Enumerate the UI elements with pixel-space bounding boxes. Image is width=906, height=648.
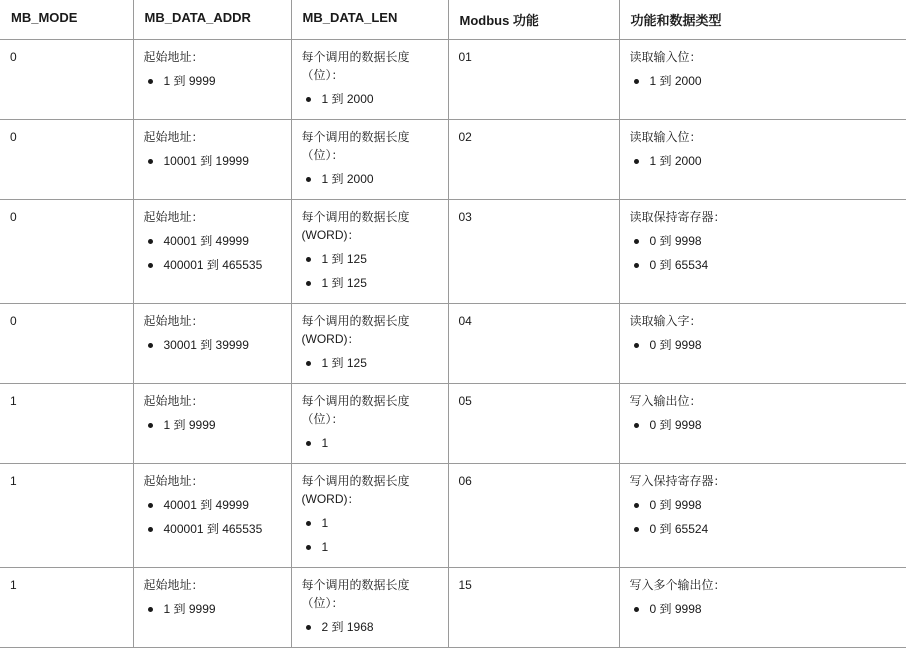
type-cell-label: 写入保持寄存器： xyxy=(629,473,726,488)
header-mb-mode: MB_MODE xyxy=(0,0,133,39)
len-cell-label: 每个调用的数据长度（位）： xyxy=(301,393,410,426)
list-item: 1 到 2000 xyxy=(302,90,440,108)
len-cell xyxy=(291,303,448,383)
header-row xyxy=(0,0,906,39)
type-cell-list xyxy=(630,416,898,434)
list-item: 1 到 9999 xyxy=(144,72,283,90)
list-item: 1 到 9999 xyxy=(144,600,283,618)
header-mb-data-addr: MB_DATA_ADDR xyxy=(133,0,291,39)
len-cell xyxy=(291,39,448,119)
addr-cell-label: 起始地址： xyxy=(143,209,204,224)
list-item: 400001 到 465535 xyxy=(144,256,283,274)
len-cell xyxy=(291,383,448,463)
function-code-cell xyxy=(448,463,619,567)
table-row xyxy=(0,39,906,119)
mode-cell xyxy=(0,567,133,647)
addr-cell-label: 起始地址： xyxy=(143,313,204,328)
function-code-cell xyxy=(448,567,619,647)
function-code-cell xyxy=(448,199,619,303)
function-code-cell-value: 15 xyxy=(458,577,472,592)
function-code-cell xyxy=(448,39,619,119)
table-row xyxy=(0,199,906,303)
mode-cell-value: 0 xyxy=(10,313,17,328)
mode-cell-value: 1 xyxy=(10,577,17,592)
type-cell-list xyxy=(630,232,898,274)
addr-cell-list xyxy=(144,416,283,434)
table-row xyxy=(0,119,906,199)
addr-cell-label: 起始地址： xyxy=(143,473,204,488)
type-cell xyxy=(619,303,906,383)
list-item: 0 到 9998 xyxy=(630,496,898,514)
list-item: 400001 到 465535 xyxy=(144,520,283,538)
type-cell-list xyxy=(630,496,898,538)
type-cell xyxy=(619,567,906,647)
list-item: 1 到 2000 xyxy=(630,72,898,90)
list-item: 1 xyxy=(302,514,440,532)
mode-cell xyxy=(0,303,133,383)
list-item: 0 到 65524 xyxy=(630,520,898,538)
function-code-cell xyxy=(448,119,619,199)
addr-cell-list xyxy=(144,152,283,170)
addr-cell-label: 起始地址： xyxy=(143,577,204,592)
len-cell xyxy=(291,463,448,567)
addr-cell-list xyxy=(144,232,283,274)
len-cell xyxy=(291,199,448,303)
type-cell-label: 写入多个输出位： xyxy=(629,577,726,592)
addr-cell-label: 起始地址： xyxy=(143,49,204,64)
len-cell-label: 每个调用的数据长度 (WORD)： xyxy=(301,473,410,506)
len-cell-list xyxy=(302,354,440,372)
addr-cell-list xyxy=(144,72,283,90)
addr-cell xyxy=(133,567,291,647)
len-cell-list xyxy=(302,250,440,292)
type-cell xyxy=(619,383,906,463)
mode-cell xyxy=(0,463,133,567)
type-cell-label: 写入输出位： xyxy=(629,393,702,408)
type-cell xyxy=(619,39,906,119)
type-cell-label: 读取输入位： xyxy=(629,49,702,64)
mode-cell-value: 0 xyxy=(10,49,17,64)
list-item: 40001 到 49999 xyxy=(144,232,283,250)
header-function-data-type: 功能和数据类型 xyxy=(619,0,906,39)
function-code-cell xyxy=(448,303,619,383)
function-code-cell-value: 06 xyxy=(458,473,472,488)
len-cell xyxy=(291,119,448,199)
mode-cell xyxy=(0,199,133,303)
function-code-cell-value: 04 xyxy=(458,313,472,328)
function-code-cell xyxy=(448,383,619,463)
mode-cell-value: 0 xyxy=(10,129,17,144)
list-item: 1 到 2000 xyxy=(302,170,440,188)
addr-cell xyxy=(133,119,291,199)
addr-cell-label: 起始地址： xyxy=(143,393,204,408)
list-item: 1 到 9999 xyxy=(144,416,283,434)
type-cell xyxy=(619,199,906,303)
len-cell xyxy=(291,567,448,647)
addr-cell xyxy=(133,303,291,383)
type-cell xyxy=(619,119,906,199)
type-cell-list xyxy=(630,336,898,354)
table-row xyxy=(0,567,906,647)
len-cell-label: 每个调用的数据长度（位）： xyxy=(301,577,410,610)
type-cell-label: 读取输入位： xyxy=(629,129,702,144)
type-cell-label: 读取保持寄存器： xyxy=(629,209,726,224)
list-item: 2 到 1968 xyxy=(302,618,440,636)
list-item: 0 到 9998 xyxy=(630,336,898,354)
list-item: 1 xyxy=(302,538,440,556)
list-item: 10001 到 19999 xyxy=(144,152,283,170)
list-item: 1 到 125 xyxy=(302,354,440,372)
list-item: 30001 到 39999 xyxy=(144,336,283,354)
list-item: 1 到 2000 xyxy=(630,152,898,170)
len-cell-list xyxy=(302,434,440,452)
function-code-cell-value: 02 xyxy=(458,129,472,144)
addr-cell-list xyxy=(144,600,283,618)
len-cell-list xyxy=(302,618,440,636)
addr-cell xyxy=(133,463,291,567)
mode-cell xyxy=(0,119,133,199)
header-mb-data-len: MB_DATA_LEN xyxy=(291,0,448,39)
len-cell-label: 每个调用的数据长度 (WORD)： xyxy=(301,209,410,242)
table-row xyxy=(0,383,906,463)
list-item: 0 到 9998 xyxy=(630,416,898,434)
function-code-cell-value: 03 xyxy=(458,209,472,224)
list-item: 0 到 65534 xyxy=(630,256,898,274)
len-cell-list xyxy=(302,170,440,188)
mode-cell xyxy=(0,39,133,119)
mode-cell-value: 0 xyxy=(10,209,17,224)
mode-cell xyxy=(0,383,133,463)
list-item: 1 到 125 xyxy=(302,250,440,268)
header-modbus-function: Modbus 功能 xyxy=(448,0,619,39)
addr-cell xyxy=(133,383,291,463)
addr-cell-list xyxy=(144,336,283,354)
mode-cell-value: 1 xyxy=(10,393,17,408)
mode-cell-value: 1 xyxy=(10,473,17,488)
addr-cell xyxy=(133,39,291,119)
type-cell-list xyxy=(630,72,898,90)
len-cell-label: 每个调用的数据长度 (WORD)： xyxy=(301,313,410,346)
addr-cell-list xyxy=(144,496,283,538)
list-item: 1 xyxy=(302,434,440,452)
list-item: 40001 到 49999 xyxy=(144,496,283,514)
addr-cell xyxy=(133,199,291,303)
list-item: 0 到 9998 xyxy=(630,600,898,618)
len-cell-label: 每个调用的数据长度（位）： xyxy=(301,49,410,82)
function-code-cell-value: 01 xyxy=(458,49,472,64)
type-cell xyxy=(619,463,906,567)
table-row xyxy=(0,463,906,567)
len-cell-list xyxy=(302,90,440,108)
type-cell-label: 读取输入字： xyxy=(629,313,702,328)
len-cell-label: 每个调用的数据长度（位）： xyxy=(301,129,410,162)
list-item: 1 到 125 xyxy=(302,274,440,292)
table-row xyxy=(0,303,906,383)
list-item: 0 到 9998 xyxy=(630,232,898,250)
function-code-cell-value: 05 xyxy=(458,393,472,408)
addr-cell-label: 起始地址： xyxy=(143,129,204,144)
len-cell-list xyxy=(302,514,440,556)
type-cell-list xyxy=(630,152,898,170)
type-cell-list xyxy=(630,600,898,618)
